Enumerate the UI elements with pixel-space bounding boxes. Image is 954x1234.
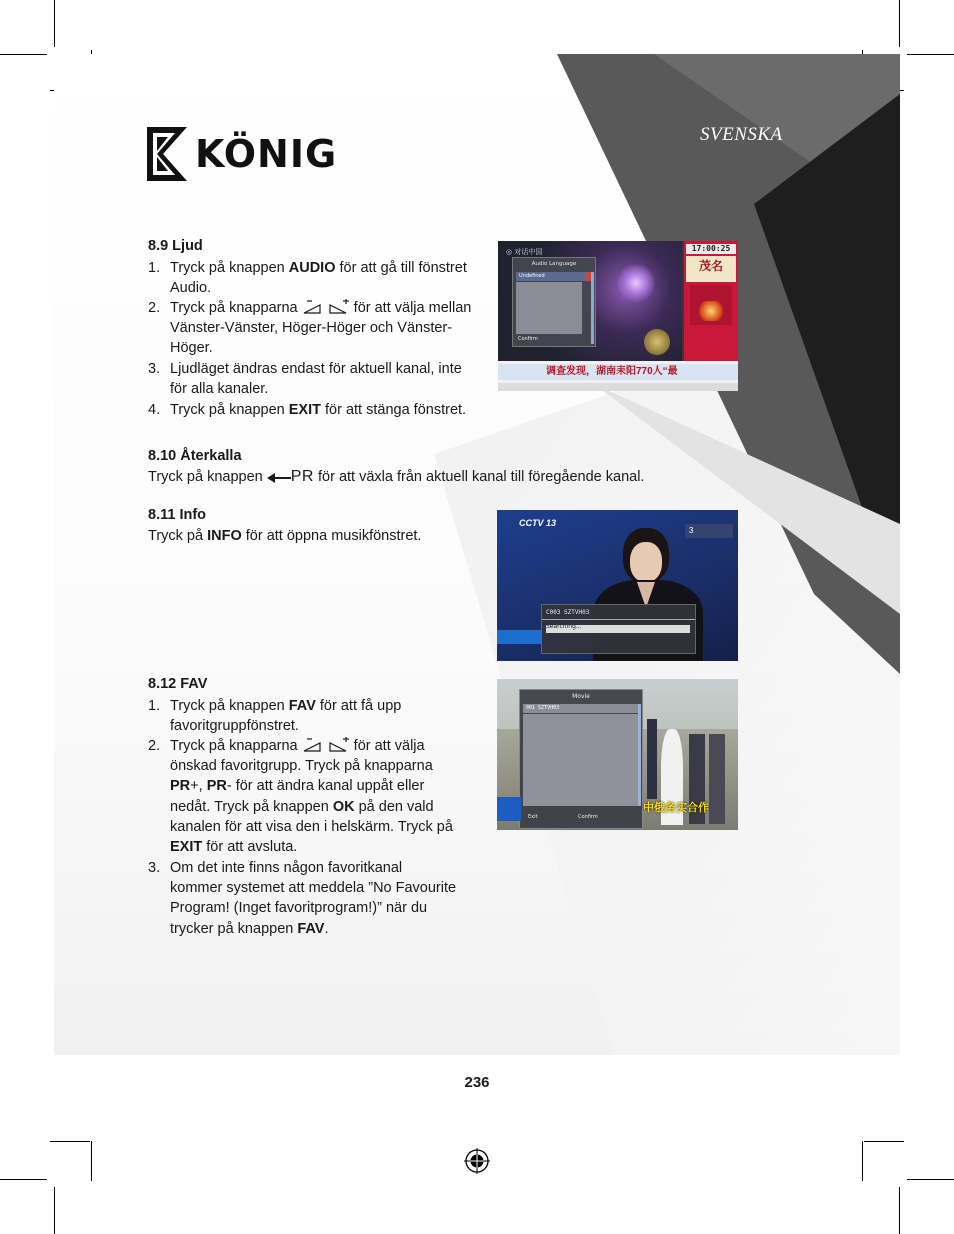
section-heading-info: 8.11 Info	[148, 507, 207, 523]
language-label: SVENSKA	[700, 124, 783, 145]
recall-paragraph: Tryck på knappen PR för att växla från aktuell kanal till föregående kanal.	[148, 468, 645, 485]
list-item: 1. Tryck på knappen AUDIO för att gå till fönstret Audio.	[148, 260, 467, 297]
crop-mark	[50, 1141, 90, 1142]
section-heading-ljud: 8.9 Ljud	[148, 238, 203, 254]
crop-mark	[54, 0, 55, 47]
list-item: 4. Tryck på knappen EXIT för att stänga fönstret.	[148, 402, 467, 418]
crop-mark	[91, 1141, 92, 1181]
registration-mark-icon	[464, 1148, 490, 1174]
info-screenshot: CCTV 13 3 C003 SZTVH03 Searching...	[497, 510, 738, 661]
list-item: 3. Ljudläget ändras endast för aktuell kanal, inte för alla kanaler.	[148, 361, 462, 398]
konig-logo	[147, 127, 357, 182]
audio-screenshot: ◎ 对话中国 Audio Language Undefined Confirm 17:00:25 茂名 调查发现，湖南耒阳770人“最	[498, 241, 738, 391]
section-heading-fav: 8.12 FAV	[148, 676, 208, 692]
crop-mark	[54, 1187, 55, 1234]
list-item: 1. Tryck på knappen FAV för att få upp favoritgruppfönstret.	[148, 698, 402, 735]
volume-buttons-icon	[302, 299, 350, 315]
crop-mark	[0, 1179, 47, 1180]
fav-screenshot: Movie 001 SZTVH03 Exit Confirm 中俄务实合作	[497, 679, 738, 830]
section-heading-aterkalla: 8.10 Återkalla	[148, 448, 242, 464]
recall-arrow-icon	[267, 472, 291, 484]
page-number: 236	[464, 1074, 490, 1091]
volume-buttons-icon	[302, 737, 350, 753]
crop-mark	[907, 54, 954, 55]
crop-mark	[862, 1141, 863, 1181]
info-paragraph: Tryck på INFO för att öppna musikfönstret.	[148, 528, 422, 544]
crop-mark	[0, 54, 47, 55]
crop-mark	[899, 0, 900, 47]
crop-mark	[907, 1179, 954, 1180]
list-item: 2. Tryck på knapparna för att välja önskad favoritgrupp. Tryck på knapparna PR+, PR- för att ändra kanal uppåt eller nedåt. Tryck på knappen OK på den vald kanalen för att visa den i helskärm. Tryck på EXIT för att avsluta.	[148, 738, 453, 856]
crop-mark	[864, 1141, 904, 1142]
list-item: 2. Tryck på knapparna för att välja mellan Vänster-Vänster, Höger-Höger och Vänster-Höger.	[148, 300, 472, 357]
list-item: 3. Om det inte finns någon favoritkanal kommer systemet att meddela ”No Favourite Program! (Inget favoritprogram!)” när du trycker på knappen FAV.	[148, 860, 457, 937]
crop-mark	[899, 1187, 900, 1234]
logo-text: KÖNIG	[195, 132, 338, 176]
